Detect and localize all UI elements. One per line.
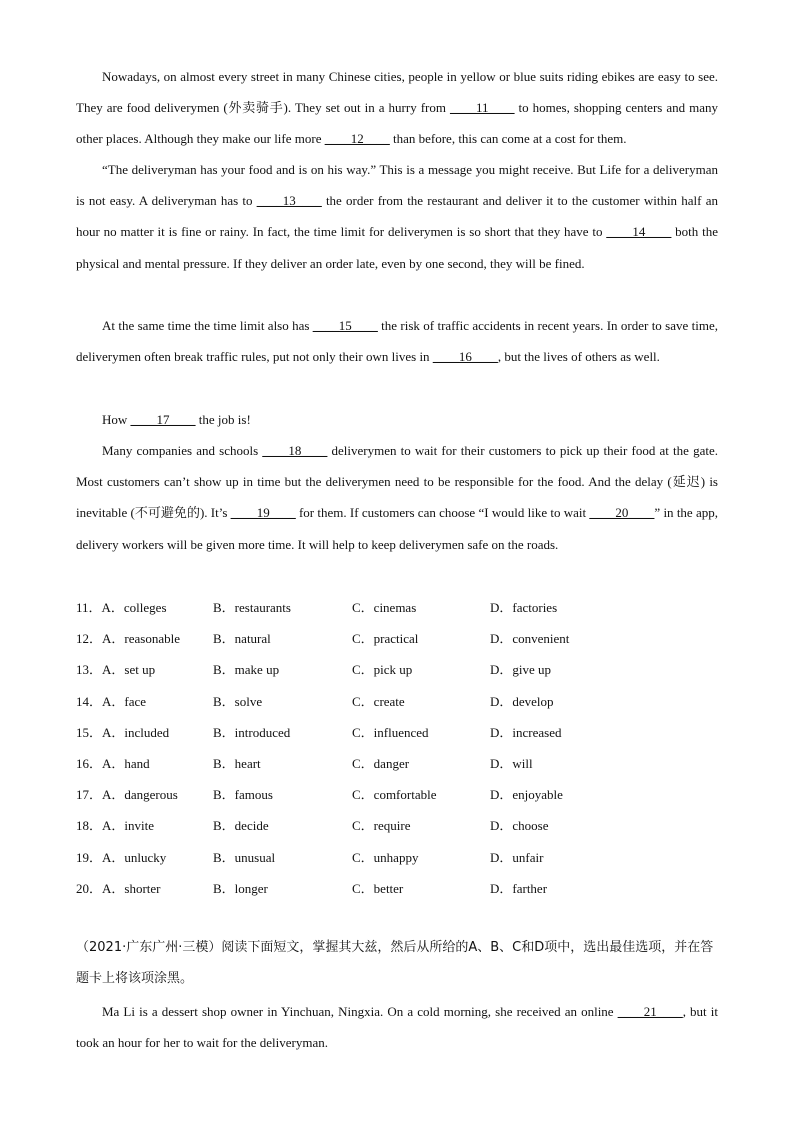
text: Many companies and schools: [102, 443, 263, 458]
text: than before, this can come at a cost for them.: [389, 131, 627, 147]
text: to homes, shopping centers and many other places. Although they make our life more: [76, 100, 719, 147]
text: How: [102, 412, 131, 427]
blank-20: ____20____: [589, 505, 655, 521]
paragraph-1: [76, 61, 718, 155]
option-row-12: [76, 623, 716, 654]
option-d: D．enjoyable: [490, 787, 563, 803]
option-b: B．natural: [213, 631, 271, 647]
blank-21: ____21____: [617, 1004, 683, 1019]
text: ” in the app, delivery workers will be given more time. It will help to keep deliverymen safe on the roads.: [76, 505, 718, 552]
option-a: 18．A．invite: [76, 818, 154, 834]
option-c: C．pick up: [352, 662, 413, 678]
option-d: D．develop: [490, 693, 554, 709]
option-d: D．increased: [490, 724, 562, 740]
option-b: B．heart: [213, 755, 261, 771]
text: “The deliveryman has your food and is on his way.” This is a message you might receive. But Life for a deliveryman is not easy. A deliveryman has to: [76, 162, 718, 209]
text: the order from the restaurant and deliver it to the customer within half an hour no matter it is fine or rainy. In fact, the time limit for deliverymen is so short that they have to: [76, 193, 718, 240]
text: Nowadays, on almost every street in many Chinese cities, people in yellow or blue suits riding ebikes are easy to see. They are food deliverymen (外卖骑手). They set out in a hurry from: [76, 69, 718, 116]
section-2-instruction: （2021·广东广州·三模）阅读下面短文，掌握其大兹，然后从所给的A、B、C和D项中，选出最佳选项，并在答题卡上将该项涂黑。: [76, 940, 714, 987]
blank-15: ____15____: [312, 318, 378, 333]
option-d: D．give up: [490, 662, 552, 678]
text: the risk of traffic accidents in recent years. In order to save time, deliverymen often break traffic rules, put not only their own lives in: [76, 318, 718, 365]
option-d: D．choose: [490, 818, 549, 834]
option-a: 13．A．set up: [76, 662, 156, 678]
option-d: D．farther: [490, 880, 548, 896]
option-c: C．comfortable: [352, 787, 437, 803]
section-2-paragraph-1: [76, 996, 718, 1058]
option-a: 20．A．shorter: [76, 880, 161, 896]
option-b: B．decide: [213, 818, 269, 834]
option-a: 12．A．reasonable: [76, 631, 180, 647]
option-d: D．will: [490, 755, 533, 771]
blank-18: ____18____: [262, 443, 328, 458]
paragraph-2: [76, 154, 718, 279]
option-d: D．convenient: [490, 631, 570, 647]
option-row-15: [76, 717, 716, 748]
option-a: 16．A．hand: [76, 755, 150, 771]
option-c: C．influenced: [352, 724, 429, 740]
blank-16: ____16____: [432, 349, 498, 365]
option-b: B．famous: [213, 787, 273, 803]
blank-11: ____11____: [450, 100, 515, 116]
option-b: B．solve: [213, 693, 263, 709]
paragraph-4: [76, 404, 718, 435]
option-c: C．create: [352, 693, 405, 709]
option-c: C．require: [352, 818, 411, 834]
text: the job is!: [195, 412, 251, 427]
option-b: B．make up: [213, 662, 280, 678]
option-b: B．introduced: [213, 724, 291, 740]
text: for them. If customers can choose “I would like to wait: [295, 505, 590, 521]
option-c: C．better: [352, 880, 404, 896]
option-d: D．unfair: [490, 849, 544, 865]
option-row-17: [76, 779, 716, 810]
text: Ma Li is a dessert shop owner in Yinchuan, Ningxia. On a cold morning, she received an online: [102, 1004, 618, 1019]
option-b: B．unusual: [213, 849, 276, 865]
option-a: 17．A．dangerous: [76, 787, 178, 803]
option-a: 19．A．unlucky: [76, 849, 167, 865]
option-b: B．longer: [213, 880, 268, 896]
option-row-18: [76, 810, 716, 841]
option-c: C．unhappy: [352, 849, 419, 865]
option-c: C．practical: [352, 631, 419, 647]
text: , but it took an hour for her to wait for the deliveryman.: [76, 1004, 718, 1051]
option-b: B．restaurants: [213, 600, 291, 615]
text: , but the lives of others as well.: [497, 349, 660, 365]
option-row-11: [76, 592, 716, 623]
option-row-13: [76, 654, 716, 685]
blank-13: ____13____: [256, 193, 322, 209]
option-c: C．cinemas: [352, 600, 417, 615]
option-a: 11．A．colleges: [76, 600, 167, 615]
option-c: C．danger: [352, 755, 410, 771]
option-row-20: [76, 873, 716, 904]
option-a: 14．A．face: [76, 693, 147, 709]
blank-17: ____17____: [130, 412, 196, 427]
option-row-16: [76, 748, 716, 779]
blank-12: ____12____: [324, 131, 390, 147]
text: At the same time the time limit also has: [102, 318, 313, 333]
text: both the physical and mental pressure. If they deliver an order late, even by one second, they will be fined.: [76, 224, 718, 271]
text: deliverymen to wait for their customers to pick up their food at the gate. Most customers can’t show up in time but the deliverymen need to be responsible for the food. And the delay (延迟) is inevitable (不可避免的). It’s: [76, 443, 718, 521]
option-row-19: [76, 842, 716, 873]
options-list: [76, 592, 716, 904]
blank-19: ____19____: [230, 505, 296, 521]
option-row-14: [76, 686, 716, 717]
option-a: 15．A．included: [76, 724, 170, 740]
blank-14: ____14____: [606, 224, 672, 240]
option-d: D．factories: [490, 600, 558, 615]
paragraph-3: [76, 310, 718, 372]
paragraph-5: [76, 435, 718, 560]
